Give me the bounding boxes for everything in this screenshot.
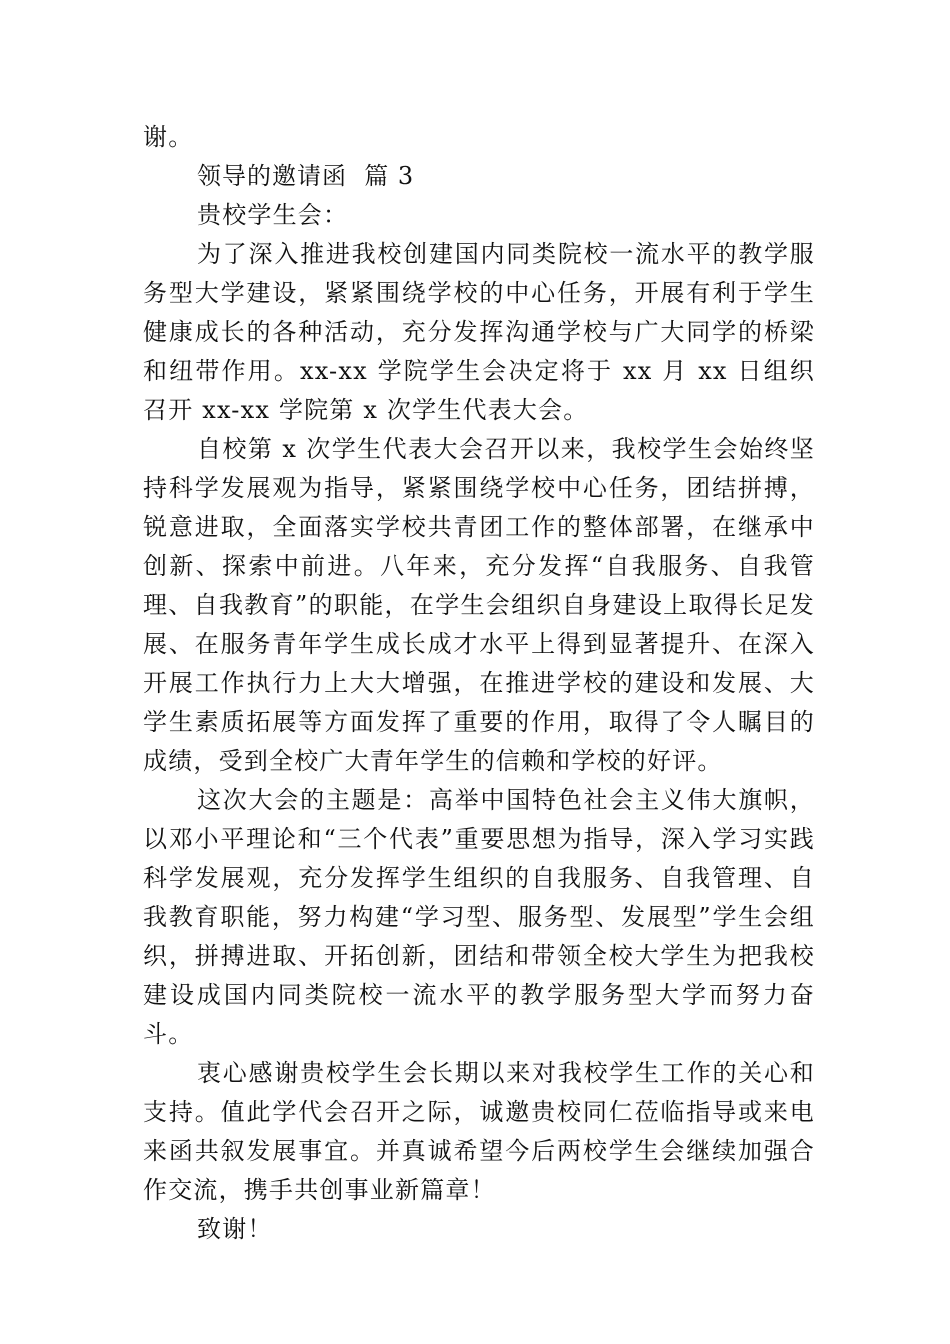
letter-body bbox=[143, 118, 815, 1249]
body-paragraph: 衷心感谢贵校学生会长期以来对我校学生工作的关心和支持。值此学代会召开之际，诚邀贵校同仁莅临指导或来电来函共叙发展事宜。并真诚希望今后两校学生会继续加强合作交流，携手共创事业新篇章！ bbox=[143, 1059, 815, 1204]
body-paragraph: 自校第 x 次学生代表大会召开以来，我校学生会始终坚持科学发展观为指导，紧紧围绕学校中心任务，团结拼搏，锐意进取，全面落实学校共青团工作的整体部署，在继承中创新、探索中前进。八年来，充分发挥“自我服务、自我管理、自我教育”的职能，在学生会组织自身建设上取得长足发展、在服务青年学生成长成才水平上得到显著提升、在深入开展工作执行力上大大增强，在推进学校的建设和发展、大学生素质拓展等方面发挥了重要的作用，取得了令人瞩目的成绩，受到全校广大青年学生的信赖和学校的好评。 bbox=[143, 435, 815, 775]
section-heading: 领导的邀请函 篇 3 bbox=[197, 162, 415, 190]
body-paragraph: 为了深入推进我校创建国内同类院校一流水平的教学服务型大学建设，紧紧围绕学校的中心任务，开展有利于学生健康成长的各种活动，充分发挥沟通学校与广大同学的桥梁和纽带作用。xx-xx 学院学生会决定将于 xx 月 xx 日组织召开 xx-xx 学院第 x 次学生代表大会。 bbox=[143, 240, 815, 424]
body-paragraph: 这次大会的主题是：高举中国特色社会主义伟大旗帜，以邓小平理论和“三个代表”重要思想为指导，深入学习实践科学发展观，充分发挥学生组织的自我服务、自我管理、自我教育职能，努力构建“学习型、服务型、发展型”学生会组织，拼搏进取、开拓创新，团结和带领全校大学生为把我校建设成国内同类院校一流水平的教学服务型大学而努力奋斗。 bbox=[143, 786, 815, 1048]
closing-text: 致谢！ bbox=[197, 1215, 273, 1243]
salutation: 贵校学生会： bbox=[197, 201, 349, 229]
continuation-text: 谢。 bbox=[143, 123, 194, 151]
